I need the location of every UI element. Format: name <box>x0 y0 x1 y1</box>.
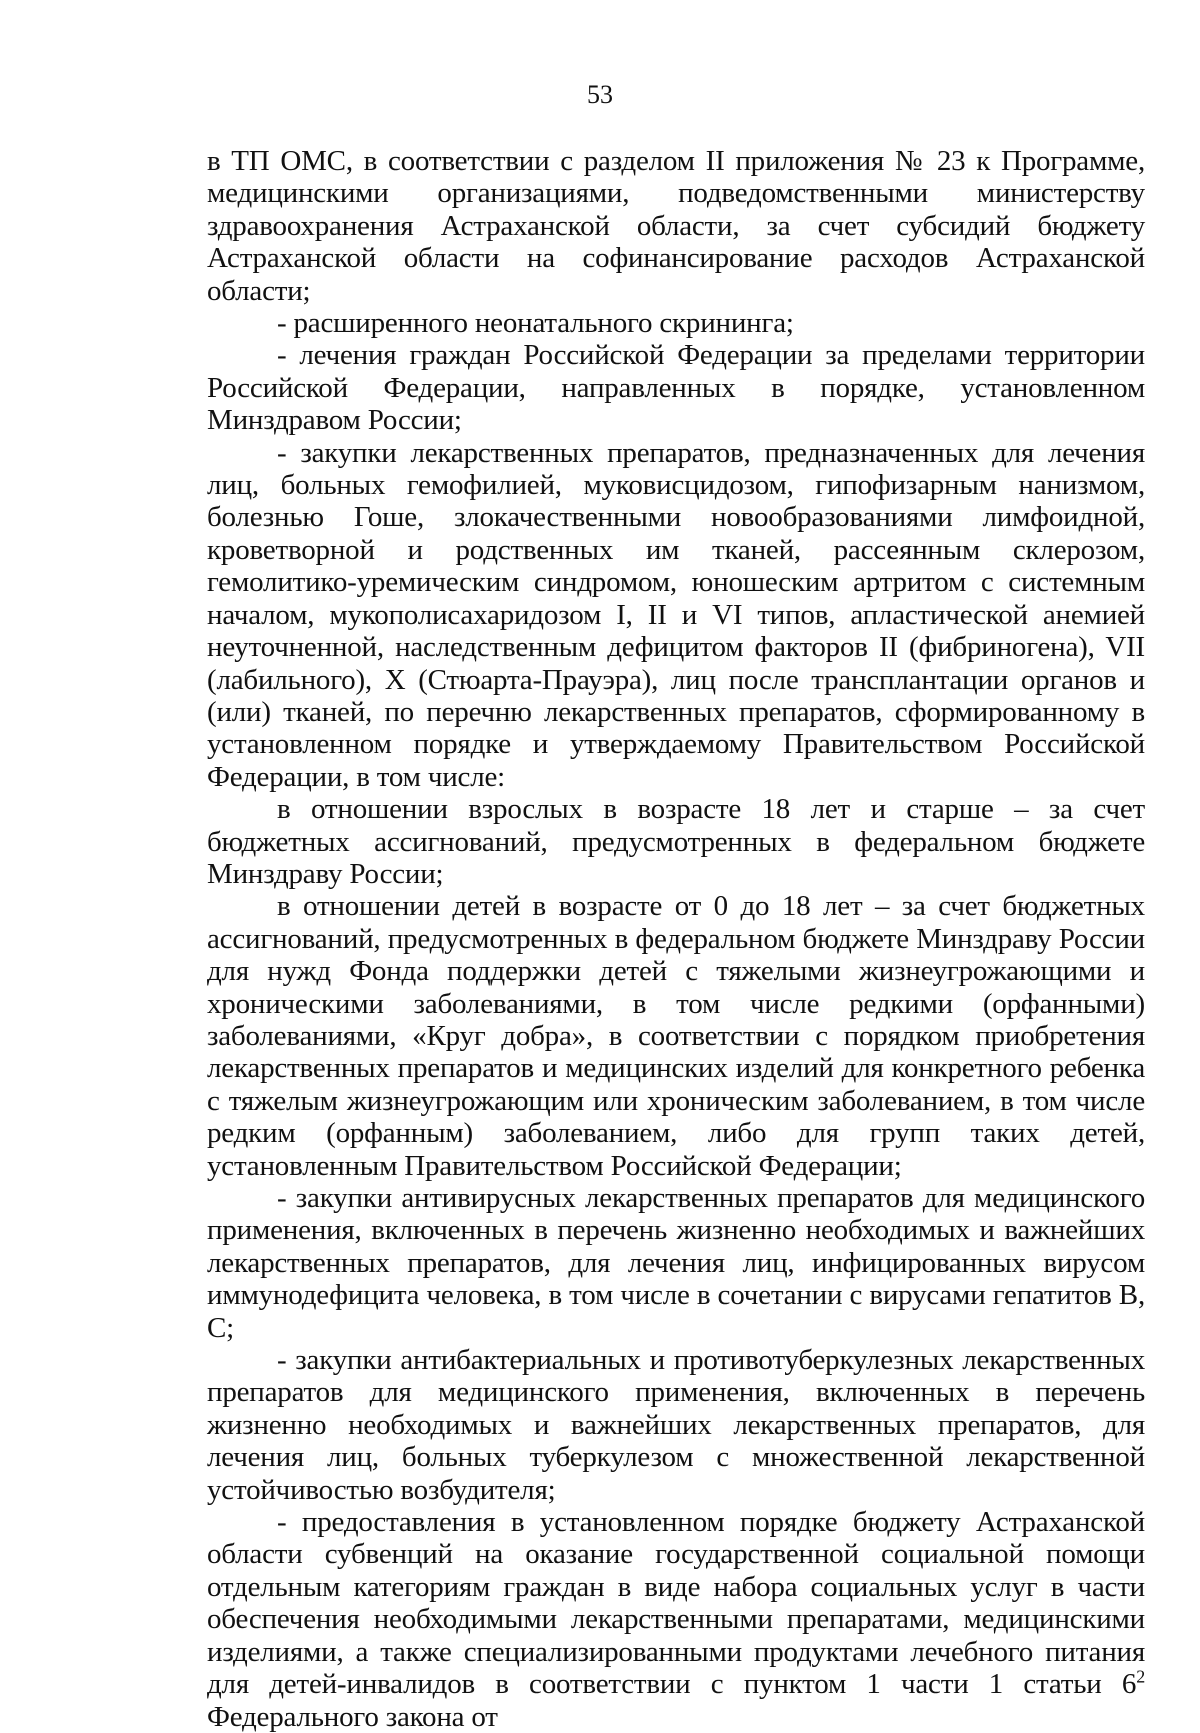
paragraph-subventions-tail: Федерального закона от <box>207 1700 498 1733</box>
paragraph-children: в отношении детей в возрасте от 0 до 18 лет – за счет бюджетных ассигнований, предусмотренных в федеральном бюджете Минздраву России для нужд Фонда поддержки детей с тяжелыми жизнеугрожающими и хроническими заболеваниями, в том числе редкими (орфанными) заболеваниями, «Круг добра», в соответствии с порядком приобретения лекарственных препаратов и медицинских изделий для конкретного ребенка с тяжелым жизнеугрожающим или хроническим заболеванием, в том числе редким (орфанным) заболеванием, либо для групп таких детей, установленным Правительством Российской Федерации; <box>207 890 1145 1182</box>
paragraph-antiviral: - закупки антивирусных лекарственных препаратов для медицинского применения, включенных в перечень жизненно необходимых и важнейших лекарственных препаратов, для лечения лиц, инфицированных вирусом иммунодефицита человека, в том числе в сочетании с вирусами гепатитов B, C; <box>207 1182 1145 1344</box>
paragraph-neonatal-screening: - расширенного неонатального скрининга; <box>277 307 794 340</box>
paragraph-drug-procurement: - закупки лекарственных препаратов, предназначенных для лечения лиц, больных гемофилией, муковисцидозом, гипофизарным нанизмом, болезнью Гоше, злокачественными новообразованиями лимфоидной, кроветворной и родственных им тканей, рассеянным склерозом, гемолитико-уремическим синдромом, юношеским артритом с системным началом, мукополисахаридозом I, II и VI типов, апластической анемией неуточненной, наследственным дефицитом факторов II (фибриногена), VII (лабильного), X (Стюарта-Прауэра), лиц после трансплантации органов и (или) тканей, по перечню лекарственных препаратов, сформированному в установленном порядке и утверждаемому Правительством Российской Федерации, в том числе: <box>207 436 1145 793</box>
document-body <box>207 145 1145 1733</box>
superscript: 2 <box>1136 1666 1145 1687</box>
paragraph-antibacterial: - закупки антибактериальных и противотуберкулезных лекарственных препаратов для медицинского применения, включенных в перечень жизненно необходимых и важнейших лекарственных препаратов, для лечения лиц, больных туберкулезом с множественной лекарственной устойчивостью возбудителя; <box>207 1344 1145 1506</box>
paragraph-treatment-abroad: - лечения граждан Российской Федерации за пределами территории Российской Федерации, направленных в порядке, установленном Минздравом России; <box>207 339 1145 437</box>
paragraph-subventions <box>207 1506 1145 1733</box>
paragraph-adults: в отношении взрослых в возрасте 18 лет и старше – за счет бюджетных ассигнований, предусмотренных в федеральном бюджете Минздраву России; <box>207 793 1145 890</box>
paragraph-continuation: в ТП ОМС, в соответствии с разделом II приложения № 23 к Программе, медицинскими организациями, подведомственными министерству здравоохранения Астраханской области, за счет субсидий бюджету Астраханской области на софинансирование расходов Астраханской области; <box>207 145 1145 307</box>
page-number: 53 <box>587 80 613 109</box>
paragraph-subventions-text: - предоставления в установленном порядке бюджету Астраханской области субвенций на оказание государственной социальной помощи отдельным категориям граждан в виде набора социальных услуг в части обеспечения необходимыми лекарственными препаратами, медицинскими изделиями, а также специализированными продуктами лечебного питания для детей-инвалидов в соответствии с пунктом 1 части 1 статьи 6 <box>207 1506 1145 1701</box>
